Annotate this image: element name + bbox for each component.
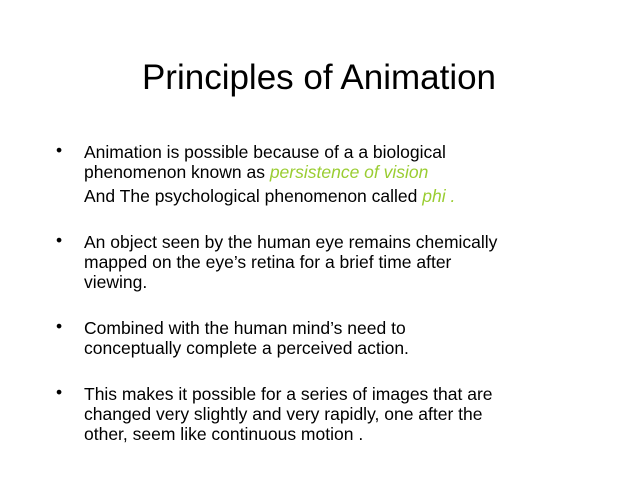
bullet-text-fragment: phenomenon known as xyxy=(84,162,270,182)
bullet-text-line: conceptually complete a perceived action. xyxy=(84,338,409,358)
bullet-text-line xyxy=(84,186,616,206)
bullet-item xyxy=(56,232,616,292)
bullet-marker-icon: • xyxy=(56,230,63,250)
bullet-item xyxy=(56,142,616,206)
bullet-marker-icon: • xyxy=(56,382,63,402)
bullet-text-line: Animation is possible because of a a biological xyxy=(84,142,446,162)
bullet-marker-icon: • xyxy=(56,316,63,336)
bullet-text-line xyxy=(84,162,616,182)
bullet-item xyxy=(56,318,616,358)
bullet-text-line: changed very slightly and very rapidly, one after the xyxy=(84,404,483,424)
bullet-text-line: Combined with the human mind’s need to xyxy=(84,318,406,338)
slide-title: Principles of Animation xyxy=(141,58,497,97)
bullet-item xyxy=(56,384,616,444)
bullet-text-fragment: And The psychological phenomenon called xyxy=(84,186,423,206)
highlight-term: persistence of vision xyxy=(269,162,429,182)
bullet-marker-icon: • xyxy=(56,140,63,160)
bullet-text-line: An object seen by the human eye remains chemically xyxy=(84,232,498,252)
bullet-text-line: viewing. xyxy=(84,272,148,292)
bullet-text-line: other, seem like continuous motion . xyxy=(84,424,364,444)
bullet-text-line: mapped on the eye’s retina for a brief time after xyxy=(84,252,452,272)
highlight-term: phi . xyxy=(422,186,456,206)
bullet-text-line: This makes it possible for a series of images that are xyxy=(84,384,493,404)
bullet-list xyxy=(56,142,616,444)
